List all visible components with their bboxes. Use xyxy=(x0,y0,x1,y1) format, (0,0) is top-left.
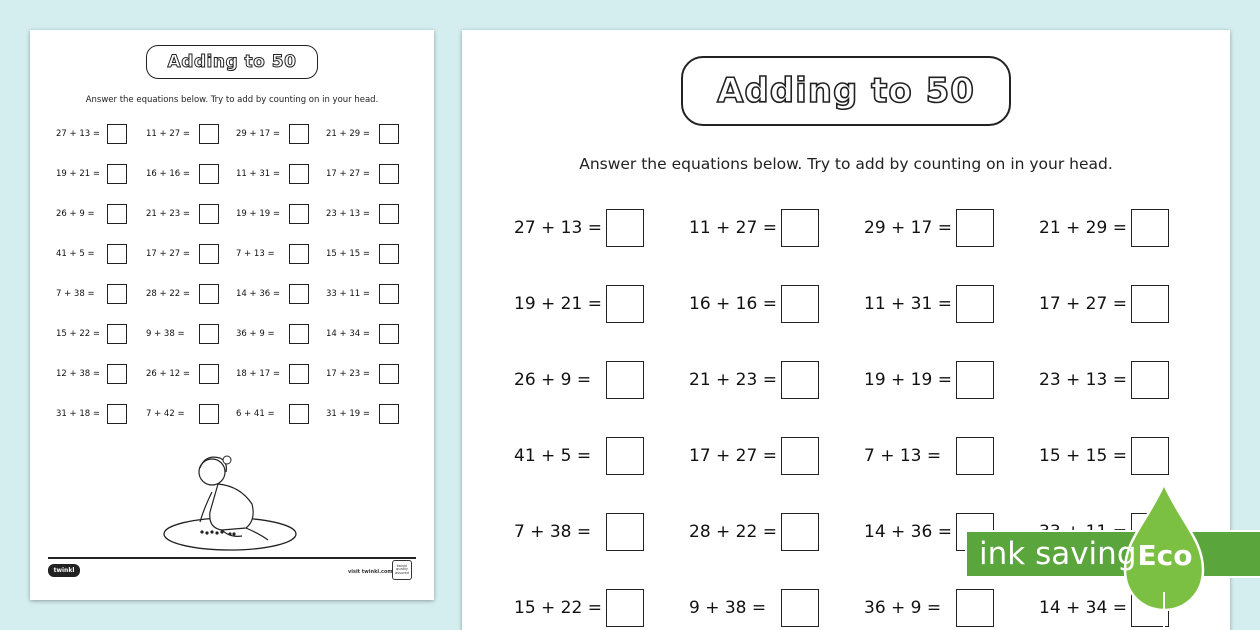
equation-text: 29 + 17 = xyxy=(864,217,952,238)
ink-saving-label: ink saving xyxy=(979,536,1137,572)
answer-box[interactable] xyxy=(107,164,127,184)
answer-box[interactable] xyxy=(379,164,399,184)
equation-text: 17 + 27 = xyxy=(689,445,777,466)
small-equation xyxy=(56,203,146,225)
equation-text: 28 + 22 = xyxy=(146,289,190,299)
worksheet-title-box xyxy=(146,45,318,79)
equation-text: 9 + 38 = xyxy=(689,597,767,618)
answer-box[interactable] xyxy=(781,209,819,247)
small-equation xyxy=(236,363,326,385)
quality-badge-icon: twinkl quality assured xyxy=(392,560,412,580)
answer-box[interactable] xyxy=(199,124,219,144)
answer-box[interactable] xyxy=(289,204,309,224)
equation-text: 26 + 12 = xyxy=(146,369,190,379)
answer-box[interactable] xyxy=(781,437,819,475)
answer-box[interactable] xyxy=(606,513,644,551)
small-equation xyxy=(236,403,326,425)
small-equation xyxy=(146,123,236,145)
small-equation xyxy=(146,323,236,345)
answer-box[interactable] xyxy=(781,285,819,323)
equation-text: 14 + 34 = xyxy=(1039,597,1127,618)
equation-text: 16 + 16 = xyxy=(146,169,190,179)
large-equation xyxy=(689,512,864,551)
answer-box[interactable] xyxy=(1131,285,1169,323)
answer-box[interactable] xyxy=(781,361,819,399)
equation-text: 31 + 19 = xyxy=(326,409,370,419)
equation-text: 17 + 27 = xyxy=(326,169,370,179)
answer-box[interactable] xyxy=(1131,361,1169,399)
answer-box[interactable] xyxy=(289,244,309,264)
small-equation xyxy=(146,163,236,185)
small-equation xyxy=(146,283,236,305)
worksheet-instructions: Answer the equations below. Try to add by counting on in your head. xyxy=(85,95,379,105)
answer-box[interactable] xyxy=(956,437,994,475)
equation-text: 19 + 19 = xyxy=(864,369,952,390)
answer-box[interactable] xyxy=(956,209,994,247)
large-row xyxy=(514,284,1214,360)
answer-box[interactable] xyxy=(199,244,219,264)
small-row xyxy=(56,323,416,363)
equation-text: 15 + 22 = xyxy=(56,329,100,339)
answer-box[interactable] xyxy=(606,437,644,475)
small-equation xyxy=(236,283,326,305)
large-equation xyxy=(864,360,1039,399)
equation-text: 11 + 31 = xyxy=(236,169,280,179)
answer-box[interactable] xyxy=(289,284,309,304)
answer-box[interactable] xyxy=(289,324,309,344)
equation-text: 17 + 23 = xyxy=(326,369,370,379)
answer-box[interactable] xyxy=(1131,209,1169,247)
equation-text: 7 + 42 = xyxy=(146,409,185,419)
small-row xyxy=(56,123,416,163)
ink-saving-eco-badge xyxy=(965,482,1260,630)
small-row xyxy=(56,363,416,403)
large-row xyxy=(514,360,1214,436)
answer-box[interactable] xyxy=(1131,437,1169,475)
large-equation xyxy=(689,436,864,475)
answer-box[interactable] xyxy=(199,204,219,224)
equation-text: 21 + 29 = xyxy=(1039,217,1127,238)
equation-text: 11 + 31 = xyxy=(864,293,952,314)
twinkl-logo: twinkl xyxy=(48,564,80,577)
large-equation xyxy=(864,436,1039,475)
worksheet-title-large: Adding to 50 xyxy=(717,71,975,111)
equation-text: 26 + 9 = xyxy=(514,369,592,390)
answer-box[interactable] xyxy=(107,364,127,384)
large-equation xyxy=(514,512,689,551)
equation-text: 7 + 38 = xyxy=(56,289,95,299)
answer-box[interactable] xyxy=(199,324,219,344)
equation-text: 27 + 13 = xyxy=(56,129,100,139)
small-equation xyxy=(146,403,236,425)
equation-text: 12 + 38 = xyxy=(56,369,100,379)
large-equation xyxy=(864,284,1039,323)
small-equation xyxy=(236,323,326,345)
large-equation xyxy=(689,284,864,323)
small-equation xyxy=(146,203,236,225)
small-equation xyxy=(326,323,416,345)
small-equation xyxy=(56,243,146,265)
small-equation xyxy=(56,163,146,185)
equation-text: 9 + 38 = xyxy=(146,329,185,339)
answer-box[interactable] xyxy=(289,164,309,184)
footer-url: visit twinkl.com xyxy=(348,569,393,575)
answer-box[interactable] xyxy=(379,404,399,424)
small-equation xyxy=(326,163,416,185)
equation-text: 23 + 13 = xyxy=(1039,369,1127,390)
small-equation xyxy=(146,243,236,265)
equation-text: 36 + 9 = xyxy=(236,329,275,339)
equation-text: 14 + 34 = xyxy=(326,329,370,339)
answer-box[interactable] xyxy=(781,589,819,627)
equation-text: 21 + 23 = xyxy=(689,369,777,390)
small-equation xyxy=(56,403,146,425)
equation-text: 28 + 22 = xyxy=(689,521,777,542)
equation-text: 33 + 11 = xyxy=(326,289,370,299)
answer-box[interactable] xyxy=(379,124,399,144)
answer-box[interactable] xyxy=(107,204,127,224)
small-equation xyxy=(326,403,416,425)
answer-box[interactable] xyxy=(379,284,399,304)
equation-text: 19 + 19 = xyxy=(236,209,280,219)
small-row xyxy=(56,203,416,243)
equation-text: 7 + 13 = xyxy=(236,249,275,259)
small-equation xyxy=(56,123,146,145)
answer-box[interactable] xyxy=(199,364,219,384)
small-row xyxy=(56,283,416,323)
small-row xyxy=(56,163,416,203)
small-equation xyxy=(56,363,146,385)
large-equation xyxy=(514,436,689,475)
equation-text: 41 + 5 = xyxy=(514,445,592,466)
equation-text: 19 + 21 = xyxy=(56,169,100,179)
equation-text: 21 + 29 = xyxy=(326,129,370,139)
equation-text: 17 + 27 = xyxy=(146,249,190,259)
equation-text: 7 + 38 = xyxy=(514,521,592,542)
answer-box[interactable] xyxy=(379,244,399,264)
large-row xyxy=(514,208,1214,284)
small-equation xyxy=(56,323,146,345)
small-equation xyxy=(236,163,326,185)
answer-box[interactable] xyxy=(379,204,399,224)
small-equation xyxy=(56,283,146,305)
equation-text: 18 + 17 = xyxy=(236,369,280,379)
answer-box[interactable] xyxy=(289,124,309,144)
equation-text: 17 + 27 = xyxy=(1039,293,1127,314)
small-equation xyxy=(326,283,416,305)
worksheet-title: Adding to 50 xyxy=(167,52,297,72)
large-equation xyxy=(1039,360,1214,399)
small-equation xyxy=(236,123,326,145)
equation-text: 11 + 27 = xyxy=(146,129,190,139)
answer-box[interactable] xyxy=(606,285,644,323)
answer-box[interactable] xyxy=(107,284,127,304)
large-equation xyxy=(514,588,689,627)
small-equation xyxy=(326,203,416,225)
equation-text: 21 + 23 = xyxy=(146,209,190,219)
equation-text: 15 + 15 = xyxy=(1039,445,1127,466)
large-equation xyxy=(689,208,864,247)
equation-grid-small xyxy=(56,123,416,443)
answer-box[interactable] xyxy=(199,164,219,184)
equation-text: 19 + 21 = xyxy=(514,293,602,314)
large-equation xyxy=(1039,284,1214,323)
large-equation xyxy=(514,208,689,247)
large-equation xyxy=(689,360,864,399)
small-equation xyxy=(326,363,416,385)
equation-text: 15 + 22 = xyxy=(514,597,602,618)
footer-divider xyxy=(48,557,416,559)
large-equation xyxy=(514,360,689,399)
small-equation xyxy=(146,363,236,385)
large-equation xyxy=(864,208,1039,247)
child-counting-illustration xyxy=(160,442,300,552)
equation-text: 27 + 13 = xyxy=(514,217,602,238)
answer-box[interactable] xyxy=(956,285,994,323)
large-equation xyxy=(689,588,864,627)
equation-text: 6 + 41 = xyxy=(236,409,275,419)
worksheet-title-box-large xyxy=(681,56,1011,126)
equation-text: 15 + 15 = xyxy=(326,249,370,259)
answer-box[interactable] xyxy=(606,361,644,399)
small-equation xyxy=(236,243,326,265)
answer-box[interactable] xyxy=(606,209,644,247)
large-equation xyxy=(1039,436,1214,475)
equation-text: 11 + 27 = xyxy=(689,217,777,238)
equation-text: 14 + 36 = xyxy=(236,289,280,299)
equation-text: 29 + 17 = xyxy=(236,129,280,139)
answer-box[interactable] xyxy=(781,513,819,551)
worksheet-preview-small xyxy=(30,30,434,600)
equation-text: 7 + 13 = xyxy=(864,445,942,466)
equation-text: 36 + 9 = xyxy=(864,597,942,618)
small-equation xyxy=(326,243,416,265)
answer-box[interactable] xyxy=(107,324,127,344)
equation-text: 26 + 9 = xyxy=(56,209,95,219)
answer-box[interactable] xyxy=(199,404,219,424)
eco-label: Eco xyxy=(1137,539,1193,572)
answer-box[interactable] xyxy=(107,244,127,264)
answer-box[interactable] xyxy=(107,124,127,144)
equation-text: 41 + 5 = xyxy=(56,249,95,259)
large-equation xyxy=(514,284,689,323)
small-equation xyxy=(236,203,326,225)
answer-box[interactable] xyxy=(956,361,994,399)
worksheet-instructions-large: Answer the equations below. Try to add by counting on in your head. xyxy=(579,155,1113,173)
equation-text: 31 + 18 = xyxy=(56,409,100,419)
answer-box[interactable] xyxy=(199,284,219,304)
answer-box[interactable] xyxy=(379,364,399,384)
equation-text: 14 + 36 = xyxy=(864,521,952,542)
answer-box[interactable] xyxy=(289,404,309,424)
answer-box[interactable] xyxy=(606,589,644,627)
small-equation xyxy=(326,123,416,145)
equation-text: 23 + 13 = xyxy=(326,209,370,219)
small-row xyxy=(56,243,416,283)
equation-text: 16 + 16 = xyxy=(689,293,777,314)
answer-box[interactable] xyxy=(107,404,127,424)
answer-box[interactable] xyxy=(289,364,309,384)
large-equation xyxy=(1039,208,1214,247)
answer-box[interactable] xyxy=(379,324,399,344)
small-row xyxy=(56,403,416,443)
